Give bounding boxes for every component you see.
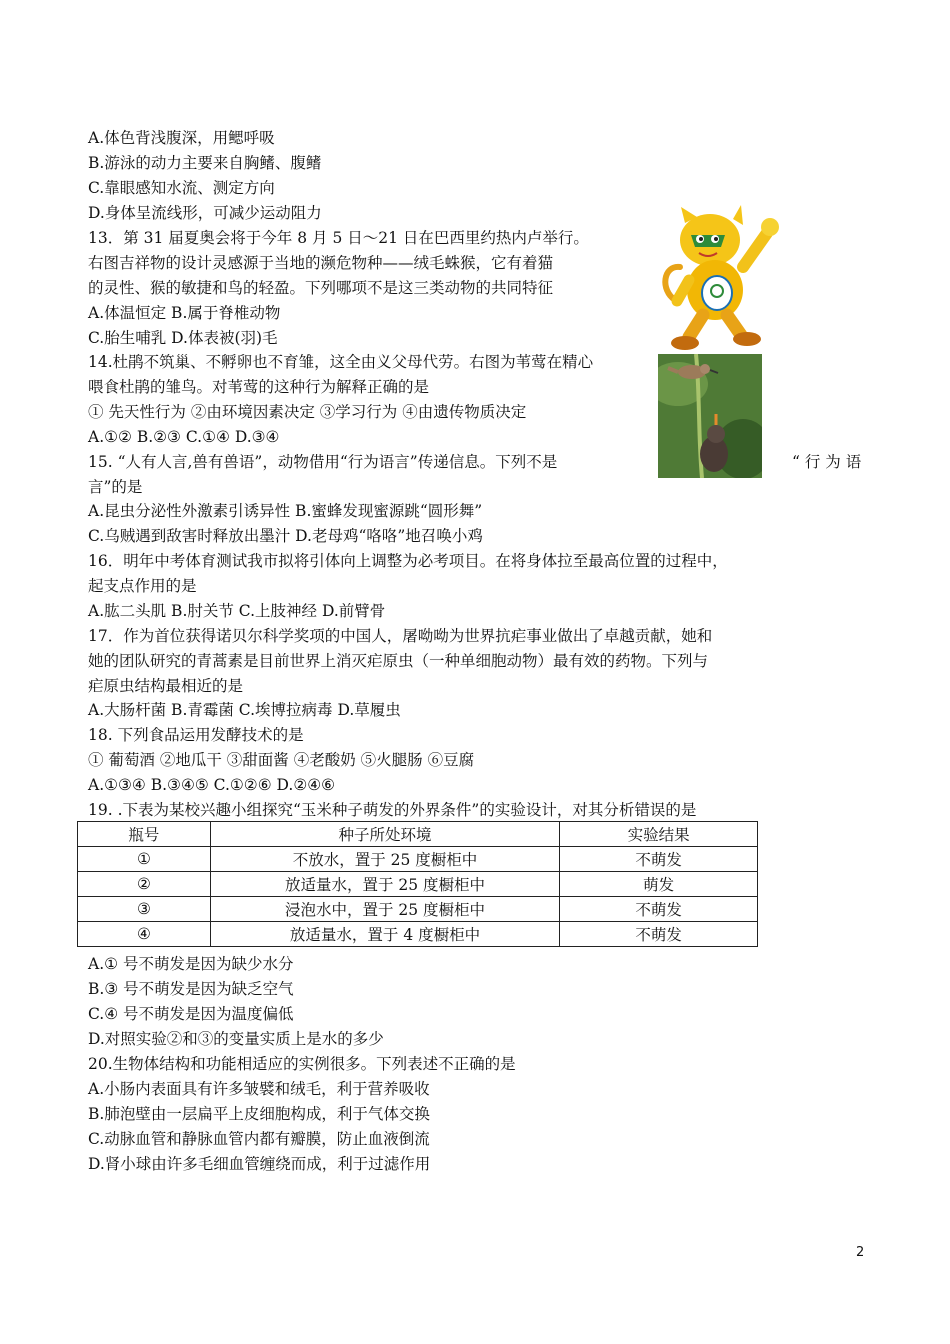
table-cell: 放适量水，置于 25 度橱柜中 [210,872,559,897]
q20-option-d: D.肾小球由许多毛细血管缠绕而成，利于过滤作用 [88,1155,431,1173]
table-row [78,897,758,922]
q13-options-cd: C.胎生哺乳 D.体表被(羽)毛 [88,329,278,347]
q14-options: A.①② B.②③ C.①④ D.③④ [88,428,280,446]
q17-stem-1: 17．作为首位获得诺贝尔科学奖项的中国人，屠呦呦为世界抗疟事业做出了卓越贡献，她和 [88,627,713,645]
q18-options: A.①③④ B.③④⑤ C.①②⑥ D.②④⑥ [88,776,336,794]
q15-stem-2: 言”的是 [88,478,143,496]
q20-option-c: C.动脉血管和静脉血管内都有瓣膜，防止血液倒流 [88,1130,430,1148]
table-cell: 萌发 [560,872,758,897]
q14-stem-2: 喂食杜鹃的雏鸟。对苇莺的这种行为解释正确的是 [88,378,430,396]
table-header-bottle: 瓶号 [78,822,211,847]
q19-option-c: C.④ 号不萌发是因为温度偏低 [88,1005,294,1023]
q20-option-b: B.肺泡壁由一层扁平上皮细胞构成，利于气体交换 [88,1105,430,1123]
experiment-table [77,821,758,947]
q16-stem-2: 起支点作用的是 [88,577,197,595]
table-cell: 不萌发 [560,922,758,947]
table-cell: ① [78,847,211,872]
q15-options-ab: A.昆虫分泌性外激素引诱异性 B.蜜蜂发现蜜源跳“圆形舞” [88,502,483,520]
q17-stem-2: 她的团队研究的青蒿素是目前世界上消灭疟原虫（一种单细胞动物）最有效的药物。下列与 [88,652,709,670]
q12-option-a: A.体色背浅腹深，用鳃呼吸 [88,129,275,147]
q20-option-a: A.小肠内表面具有许多皱襞和绒毛，利于营养吸收 [88,1080,430,1098]
table-row [78,847,758,872]
q18-items: ① 葡萄酒 ②地瓜干 ③甜面酱 ④老酸奶 ⑤火腿肠 ⑥豆腐 [88,751,475,769]
table-cell: ③ [78,897,211,922]
q16-options: A.肱二头肌 B.肘关节 C.上肢神经 D.前臂骨 [88,602,386,620]
q15-stem-1-tail: “ 行 为 语 [792,453,862,471]
table-cell: 不萌发 [560,847,758,872]
q15-options-cd: C.乌贼遇到敌害时释放出墨汁 D.老母鸡“咯咯”地召唤小鸡 [88,527,483,545]
q14-stem-1: 14.杜鹃不筑巢、不孵卵也不育雏，这全由义父母代劳。右图为苇莺在精心 [88,353,594,371]
table-cell: ④ [78,922,211,947]
table-row [78,872,758,897]
q15-stem-1: 15. “人有人言,兽有兽语”，动物借用“行为语言”传递信息。下列不是 [88,453,558,471]
q13-options-ab: A.体温恒定 B.属于脊椎动物 [88,304,281,322]
table-row [78,922,758,947]
table-cell: ② [78,872,211,897]
q14-statements: ① 先天性行为 ②由环境因素决定 ③学习行为 ④由遗传物质决定 [88,403,527,421]
table-cell: 放适量水，置于 4 度橱柜中 [210,922,559,947]
page-number: 2 [856,1245,865,1260]
q13-stem-3: 的灵性、猴的敏捷和鸟的轻盈。下列哪项不是这三类动物的共同特征 [88,279,554,297]
table-cell: 不放水，置于 25 度橱柜中 [210,847,559,872]
mascot-image [655,205,785,353]
q20-stem: 20.生物体结构和功能相适应的实例很多。下列表述不正确的是 [88,1055,516,1073]
q12-option-d: D.身体呈流线形，可减少运动阻力 [88,204,322,222]
q18-stem: 18. 下列食品运用发酵技术的是 [88,726,304,744]
q12-option-c: C.靠眼感知水流、测定方向 [88,179,275,197]
q16-stem-1: 16．明年中考体育测试我市拟将引体向上调整为必考项目。在将身体拉至最高位置的过程中， [88,552,728,570]
q17-stem-3: 疟原虫结构最相近的是 [88,677,244,695]
bird-photo [658,354,762,478]
q13-stem-2: 右图吉祥物的设计灵感源于当地的濒危物种——绒毛蛛猴，它有着猫 [88,254,554,272]
table-cell: 浸泡水中，置于 25 度橱柜中 [210,897,559,922]
q12-option-b: B.游泳的动力主要来自胸鳍、腹鳍 [88,154,322,172]
q19-option-a: A.① 号不萌发是因为缺少水分 [88,955,294,973]
q19-option-d: D.对照实验②和③的变量实质上是水的多少 [88,1030,384,1048]
q19-stem: 19. .下表为某校兴趣小组探究“玉米种子萌发的外界条件”的实验设计，对其分析错误的是 [88,801,697,819]
table-cell: 不萌发 [560,897,758,922]
q19-option-b: B.③ 号不萌发是因为缺乏空气 [88,980,294,998]
q13-stem-1: 13．第 31 届夏奥会将于今年 8 月 5 日～21 日在巴西里约热内卢举行。 [88,229,589,247]
table-header-environment: 种子所处环境 [210,822,559,847]
table-header-result: 实验结果 [560,822,758,847]
table-header-row [78,822,758,847]
q17-options: A.大肠杆菌 B.青霉菌 C.埃博拉病毒 D.草履虫 [88,701,401,719]
